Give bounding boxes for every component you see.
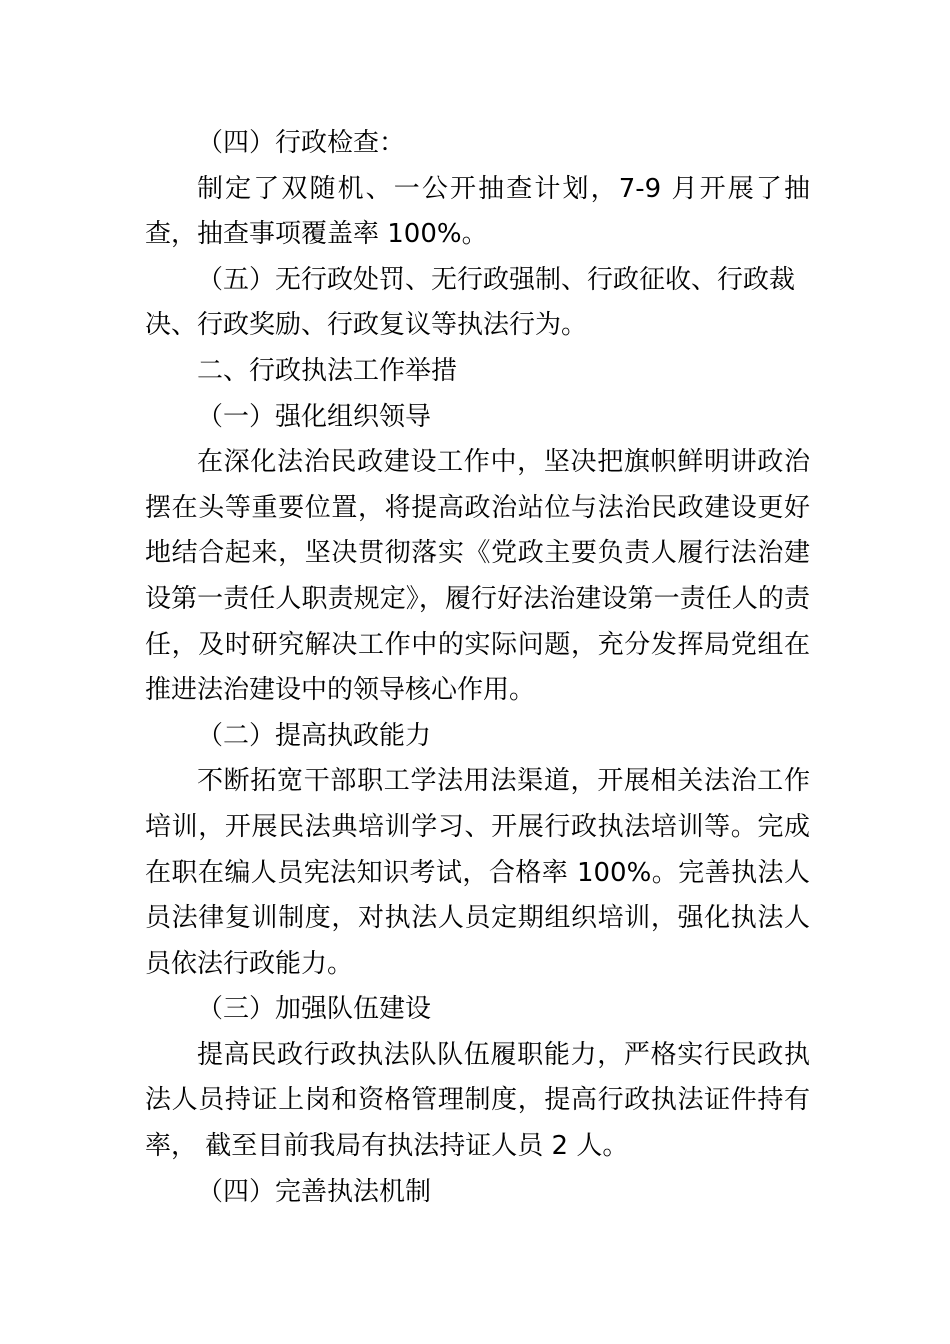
section-heading-capability: （二）提高执政能力 [197,720,432,751]
paragraph-inspection-plan: 制定了双随机、一公开抽查计划，7-9 月开展了抽查，抽查事项覆盖率 100%。 [145,173,810,250]
section-heading-no-enforcement: （五）无行政处罚、无行政强制、行政征收、行政裁决、行政奖励、行政复议等执法行为。 [145,264,796,341]
section-heading-team: （三）加强队伍建设 [197,994,432,1025]
section-heading-organization: （一）强化组织领导 [197,401,432,432]
paragraph-team: 提高民政行政执法队队伍履职能力，严格实行民政执法人员持证上岗和资格管理制度，提高行政执法证件持有率， 截至目前我局有执法持证人员 2 人。 [145,1039,810,1162]
paragraph-organization: 在深化法治民政建设工作中，坚决把旗帜鲜明讲政治摆在头等重要位置，将提高政治站位与法治民政建设更好地结合起来，坚决贯彻落实《党政主要负责人履行法治建设第一责任人职责规定》，履行好法治建设第一责任人的责任，及时研究解决工作中的实际问题，充分发挥局党组在推进法治建设中的领导核心作用。 [145,447,810,706]
document-body [145,121,810,1215]
paragraph-capability: 不断拓宽干部职工学法用法渠道，开展相关法治工作培训，开展民法典培训学习、开展行政执法培训等。完成在职在编人员宪法知识考试，合格率 100%。完善执法人员法律复训制度，对执法人员定期组织培训，强化执法人员依法行政能力。 [145,766,810,979]
section-heading-inspection: （四）行政检查： [197,128,406,158]
chapter-heading-measures: 二、行政执法工作举措 [197,355,458,386]
section-heading-mechanism: （四）完善执法机制 [197,1176,432,1207]
